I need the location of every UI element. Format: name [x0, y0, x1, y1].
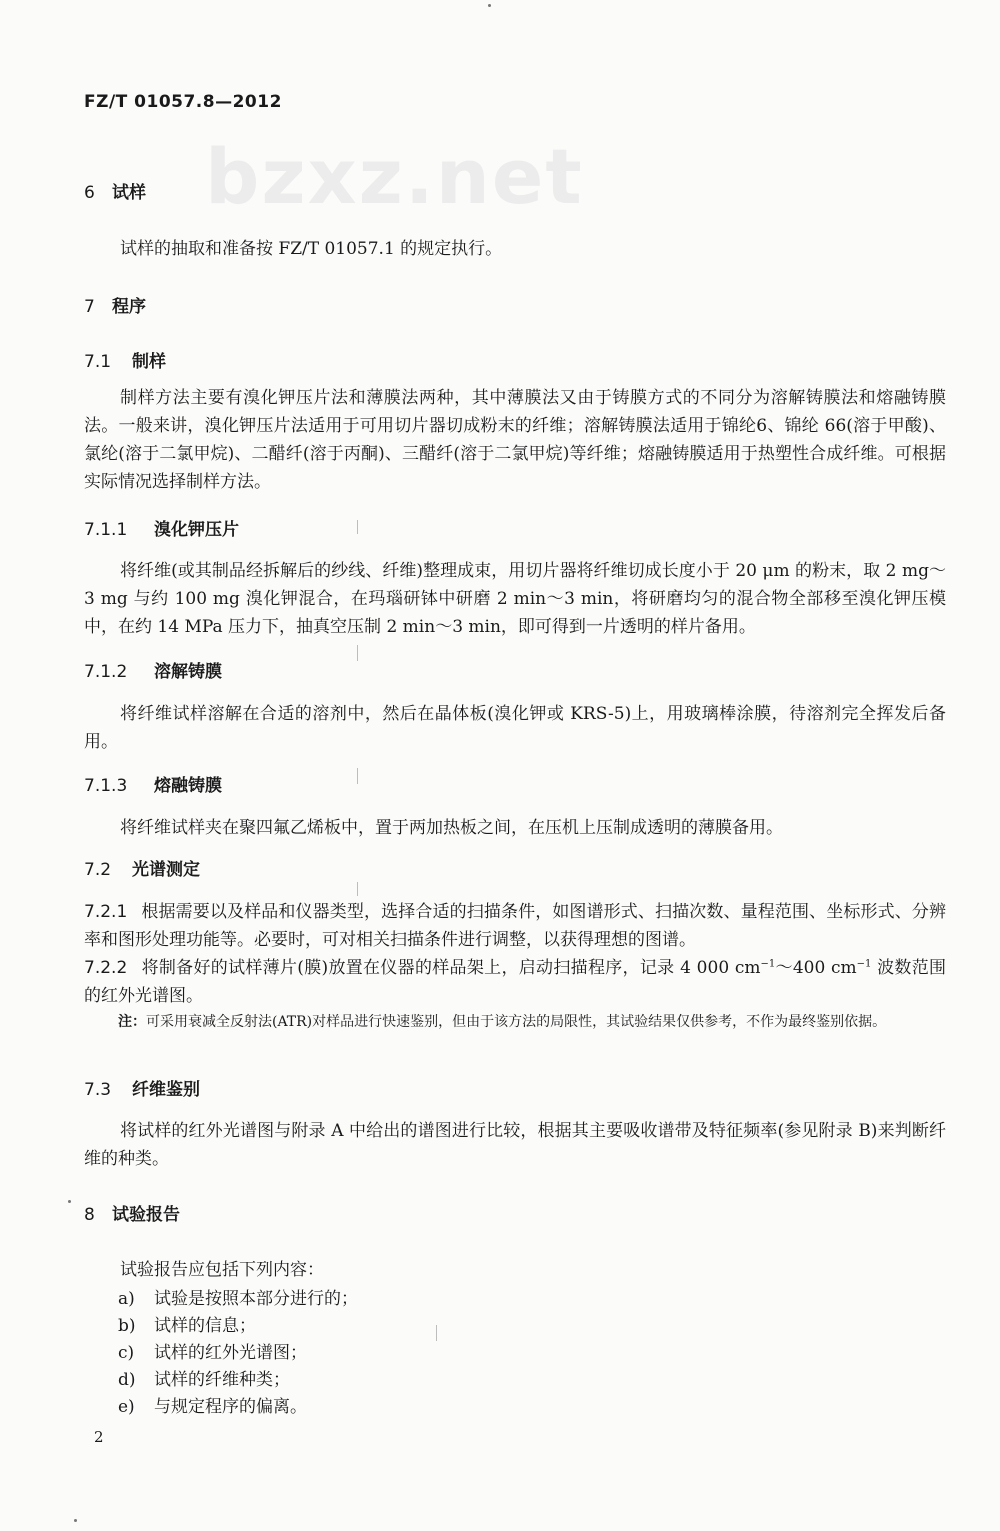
section-heading-7-1-2 [84, 657, 222, 682]
list-marker: a) [118, 1289, 135, 1309]
scan-artifact [357, 768, 358, 784]
note-text: 可采用衰减全反射法(ATR)对样品进行快速鉴别，但由于该方法的局限性，其试验结果仅供参考，不作为最终鉴别依据。 [146, 1014, 887, 1030]
section-6-body: 试样的抽取和准备按 FZ/T 01057.1 的规定执行。 [120, 239, 503, 259]
section-number: 7.1 [84, 352, 112, 372]
list-item [118, 1286, 358, 1312]
section-7-1-body: 制样方法主要有溴化钾压片法和薄膜法两种，其中薄膜法又由于铸膜方式的不同分为溶解铸膜法和熔融铸膜法。一般来讲，溴化钾压片法适用于可用切片器切成粉末的纤维；溶解铸膜法适用于锦纶6、锦纶 66(溶于甲酸)、氯纶(溶于二氯甲烷)、二醋纤(溶于丙酮)、三醋纤(溶于二氯甲烷)等纤维；熔融铸膜适用于热塑性合成纤维。可根据实际情况选择制样方法。 [84, 388, 946, 492]
section-number: 7.2.1 [84, 902, 128, 922]
section-7-2-2-body-b: ～400 cm [775, 958, 857, 978]
standard-code: FZ/T 01057.8—2012 [84, 92, 282, 112]
section-number: 6 [84, 183, 95, 203]
list-text: 与规定程序的偏离。 [154, 1397, 307, 1417]
list-text: 试样的信息； [154, 1316, 256, 1336]
section-title: 纤维鉴别 [132, 1080, 200, 1100]
section-number: 7.2.2 [84, 958, 128, 978]
section-heading-7-1-1 [84, 515, 239, 540]
list-item [118, 1367, 290, 1393]
scan-artifact [488, 4, 491, 7]
section-number: 7 [84, 297, 95, 317]
section-7-2-1-body: 根据需要以及样品和仪器类型，选择合适的扫描条件，如图谱形式、扫描次数、量程范围、坐标形式、分辨率和图形处理功能等。必要时，可对相关扫描条件进行调整，以获得理想的图谱。 [84, 902, 946, 950]
note-label: 注： [118, 1014, 146, 1030]
section-number: 7.1.1 [84, 520, 128, 540]
list-marker: e) [118, 1397, 135, 1417]
section-8-intro: 试验报告应包括下列内容： [120, 1260, 324, 1280]
section-title: 试样 [112, 183, 146, 203]
note [118, 1010, 948, 1034]
section-title: 熔融铸膜 [154, 776, 222, 796]
section-title: 制样 [132, 352, 166, 372]
section-7-3-body: 将试样的红外光谱图与附录 A 中给出的谱图进行比较，根据其主要吸收谱带及特征频率(参见附录 B)来判断纤维的种类。 [84, 1121, 946, 1169]
section-title: 溴化钾压片 [154, 520, 239, 540]
superscript: −1 [760, 958, 776, 970]
list-item [118, 1313, 256, 1339]
section-heading-7-2 [84, 855, 200, 880]
section-7-2-2-body-a: 将制备好的试样薄片(膜)放置在仪器的样品架上，启动扫描程序，记录 4 000 cm [141, 958, 761, 978]
section-7-2-1 [84, 898, 946, 954]
list-text: 试样的纤维种类； [154, 1370, 290, 1390]
scan-artifact [357, 645, 358, 661]
section-title: 程序 [112, 297, 146, 317]
section-number: 7.3 [84, 1080, 112, 1100]
list-item [118, 1340, 307, 1366]
list-marker: d) [118, 1370, 136, 1390]
superscript: −1 [856, 958, 872, 970]
scan-artifact [436, 1325, 437, 1341]
section-7-1-3-body: 将纤维试样夹在聚四氟乙烯板中，置于两加热板之间，在压机上压制成透明的薄膜备用。 [120, 818, 783, 838]
scan-artifact [74, 1519, 77, 1522]
scan-artifact [357, 520, 358, 534]
section-number: 7.1.2 [84, 662, 128, 682]
list-text: 试样的红外光谱图； [154, 1343, 307, 1363]
section-heading-8 [84, 1200, 180, 1225]
section-7-2-2 [84, 954, 946, 1010]
section-heading-6 [84, 178, 146, 203]
page-number: 2 [94, 1428, 104, 1446]
list-marker: c) [118, 1343, 135, 1363]
section-heading-7 [84, 292, 146, 317]
section-number: 7.1.3 [84, 776, 128, 796]
list-marker: b) [118, 1316, 136, 1336]
section-number: 7.2 [84, 860, 112, 880]
section-7-1-2-body: 将纤维试样溶解在合适的溶剂中，然后在晶体板(溴化钾或 KRS-5)上，用玻璃棒涂膜，待溶剂完全挥发后备用。 [84, 704, 946, 752]
list-text: 试验是按照本部分进行的； [154, 1289, 358, 1309]
section-title: 光谱测定 [132, 860, 200, 880]
list-item [118, 1394, 307, 1420]
section-7-2-2-body-c: 波数范围的红外光谱图。 [84, 958, 946, 1006]
section-title: 溶解铸膜 [154, 662, 222, 682]
section-7-1-1-body: 将纤维(或其制品经拆解后的纱线、纤维)整理成束，用切片器将纤维切成长度小于 20 μm 的粉末，取 2 mg～3 mg 与约 100 mg 溴化钾混合，在玛瑙研钵中研磨 2 min～3 min，将研磨均匀的混合物全部移至溴化钾压模中，在约 14 MPa 压力下，抽真空压制 2 min～3 min，即可得到一片透明的样片备用。 [84, 561, 946, 637]
scan-artifact [68, 1200, 71, 1203]
watermark: bzxz.net [205, 132, 584, 221]
section-heading-7-1-3 [84, 771, 222, 796]
section-heading-7-3 [84, 1075, 200, 1100]
scan-artifact [357, 882, 358, 896]
section-heading-7-1 [84, 347, 166, 372]
section-title: 试验报告 [112, 1205, 180, 1225]
section-number: 8 [84, 1205, 95, 1225]
